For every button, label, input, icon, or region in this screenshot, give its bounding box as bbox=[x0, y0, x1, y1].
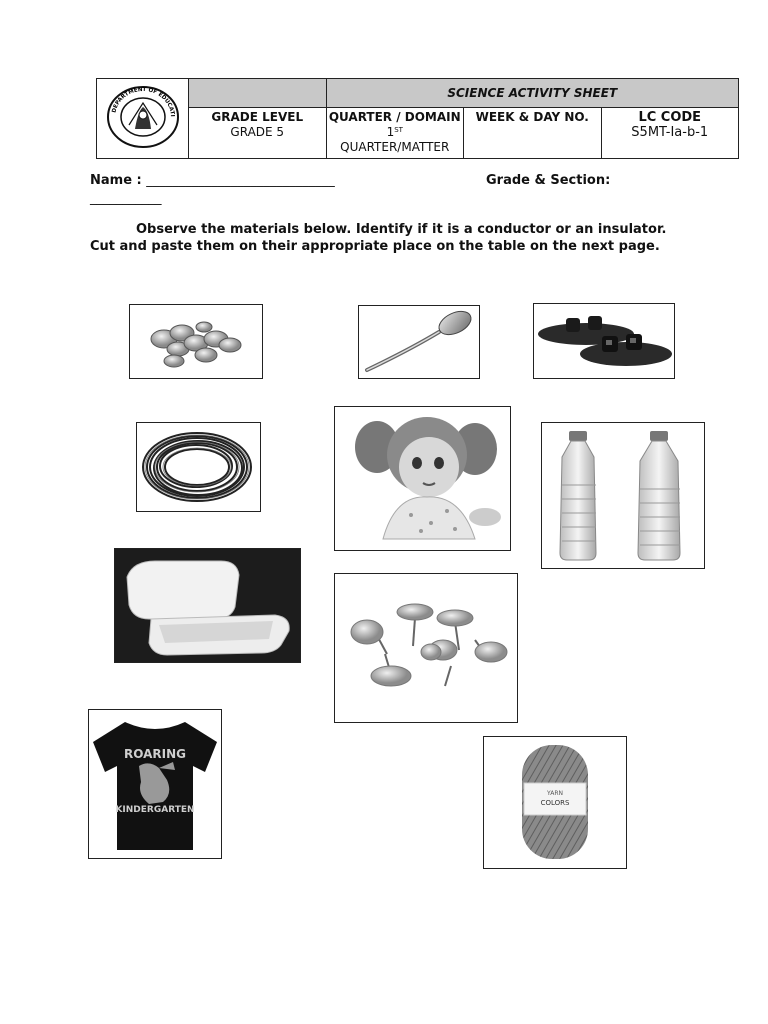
quarter-number: 1 bbox=[386, 125, 395, 139]
grade-section-blank[interactable]: ___________ bbox=[90, 191, 162, 206]
tshirt-print-top: ROARING bbox=[123, 747, 187, 761]
bottles-picture[interactable] bbox=[541, 422, 705, 569]
lc-code-cell bbox=[601, 108, 739, 159]
tshirt-icon bbox=[89, 710, 221, 858]
quarter-suffix: ST bbox=[394, 126, 403, 134]
thumbtacks-icon bbox=[335, 574, 517, 722]
thumbtacks-picture[interactable] bbox=[334, 573, 518, 723]
quarter-domain-label: QUARTER / DOMAIN bbox=[328, 110, 461, 124]
plastic-bottles-icon bbox=[542, 423, 704, 568]
yarn-label-bottom: COLORS bbox=[540, 799, 570, 807]
seal-icon bbox=[105, 85, 181, 149]
name-blank[interactable]: _____________________________ bbox=[146, 173, 335, 188]
yarn-picture[interactable] bbox=[483, 736, 627, 869]
yarn-label-top: YARN bbox=[547, 790, 563, 797]
quarter-domain-cell bbox=[326, 108, 464, 159]
sheet-title: SCIENCE ACTIVITY SHEET bbox=[326, 79, 739, 108]
grade-section-field[interactable] bbox=[486, 173, 610, 188]
week-day-cell bbox=[464, 108, 602, 159]
grade-level-cell bbox=[189, 108, 327, 159]
seal-text: DEPARTMENT OF EDUCATI bbox=[110, 86, 175, 117]
grade-level-value: GRADE 5 bbox=[230, 125, 285, 139]
styrofoam-picture[interactable] bbox=[114, 548, 301, 663]
grade-level-label: GRADE LEVEL bbox=[211, 110, 304, 124]
header-table bbox=[96, 78, 739, 159]
tshirt-picture[interactable] bbox=[88, 709, 222, 859]
styrofoam-box-icon bbox=[115, 549, 300, 662]
quarter-domain-value: QUARTER/MATTER bbox=[340, 140, 450, 154]
lc-code-value: S5MT-Ia-b-1 bbox=[631, 125, 709, 140]
coins-picture[interactable] bbox=[129, 304, 263, 379]
week-day-label: WEEK & DAY NO. bbox=[475, 110, 589, 124]
lc-code-label: LC CODE bbox=[638, 110, 702, 125]
name-label: Name : bbox=[90, 173, 142, 188]
instructions-text: Observe the materials below. Identify if it is a conductor or an insulator. Cut and paste them on their appropriate place on the table on the next page. bbox=[90, 222, 667, 254]
grade-section-label: Grade & Section: bbox=[486, 173, 611, 188]
deped-seal bbox=[97, 79, 189, 159]
wire-coil-icon bbox=[137, 423, 260, 511]
slippers-icon bbox=[534, 304, 674, 378]
doll-picture[interactable] bbox=[334, 406, 511, 551]
yarn-icon bbox=[484, 737, 626, 868]
header-blank-cell bbox=[189, 79, 327, 108]
spoon-icon bbox=[359, 306, 479, 378]
spoon-picture[interactable] bbox=[358, 305, 480, 379]
slippers-picture[interactable] bbox=[533, 303, 675, 379]
doll-icon bbox=[335, 407, 510, 550]
name-field[interactable] bbox=[90, 173, 335, 188]
tshirt-print-bottom: KINDERGARTEN bbox=[115, 805, 195, 815]
coins-icon bbox=[130, 305, 262, 378]
wire-picture[interactable] bbox=[136, 422, 261, 512]
